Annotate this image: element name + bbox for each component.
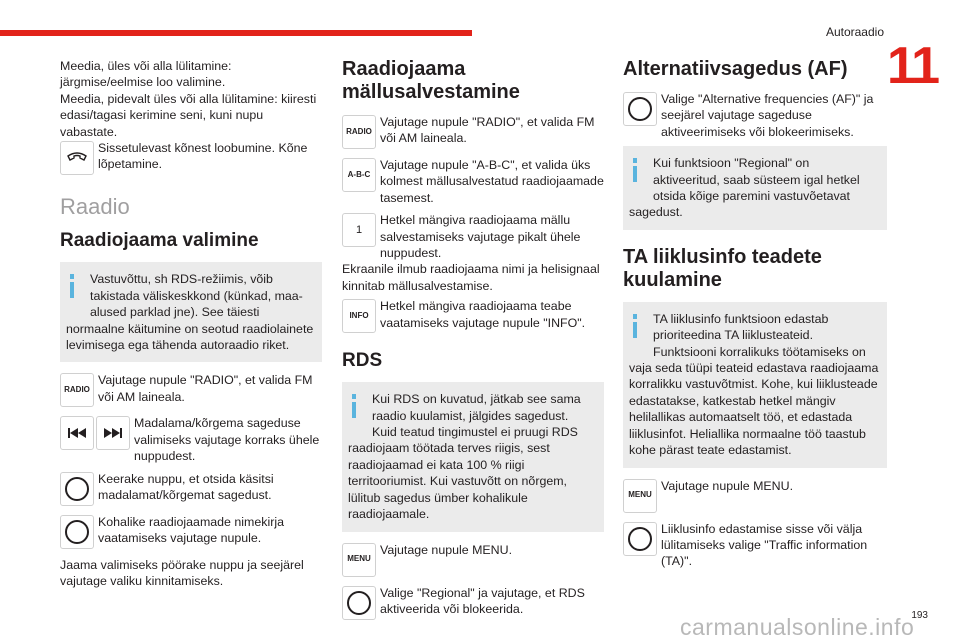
seek-forward-icon bbox=[96, 416, 130, 450]
info-icon bbox=[348, 394, 360, 428]
info-box-ta bbox=[623, 302, 887, 468]
page-number: 193 bbox=[911, 610, 928, 621]
info-text-ta: TA liiklusinfo funktsioon edastab prioriteedina TA liiklusteateid. Funktsiooni korralikuks töötamiseks on vaja seda tüüpi teateid edastava raadiojaama korralikku vastuvõtmist. Kohe, kui liiklusteade edastatakse, katkestab hetkel mängiv helilallikas automaatselt töö, et edastada liiklusinfot. Heliallika normaalne töö taastub kohe pärast teate edastamist. bbox=[629, 311, 879, 458]
step-knob-press-text: Kohalike raadiojaamade nimekirja vaatamiseks vajutage nupule. bbox=[98, 514, 284, 546]
heading-ta: TA liiklusinfo teadete kuulamine bbox=[623, 245, 822, 291]
hangup-text: Sissetulevast kõnest loobumine. Kõne lõpetamine. bbox=[98, 141, 308, 172]
menu-button-icon: MENU bbox=[342, 543, 376, 577]
step-info-text: Hetkel mängiva raadiojaama teabe vaatamiseks vajutage nupule "INFO". bbox=[380, 299, 586, 330]
chapter-number: 11 bbox=[887, 37, 938, 95]
phone-hangup-icon bbox=[60, 141, 94, 175]
step-knob-press bbox=[60, 514, 322, 551]
radio-button-icon: RADIO bbox=[342, 115, 376, 149]
step-seek bbox=[60, 415, 322, 464]
step-knob-turn bbox=[60, 471, 322, 508]
step-abc-text: Vajutage nupule "A-B-C", et valida üks kolmest mällusalvestatud raadiojaamade tasemest. bbox=[380, 158, 604, 205]
step-preset bbox=[342, 212, 604, 261]
step-radio-text: Vajutage nupule "RADIO", et valida FM või AM laineala. bbox=[98, 373, 313, 404]
column-1 bbox=[60, 58, 322, 590]
seek-back-icon bbox=[60, 416, 94, 450]
step-af-text: Valige "Alternative frequencies (AF)" ja seejärel vajutage sageduse aktiveerimiseks või blokeerimiseks. bbox=[661, 92, 874, 139]
step-seek-text: Madalama/kõrgema sageduse valimiseks vajutage korraks ühele nuppudest. bbox=[134, 416, 320, 464]
knob-icon bbox=[60, 472, 94, 506]
preset-1-button-icon: 1 bbox=[342, 213, 376, 247]
info-box bbox=[623, 146, 887, 230]
column-3 bbox=[623, 58, 887, 576]
knob-icon bbox=[623, 522, 657, 556]
heading-radio: Raadio bbox=[60, 194, 130, 220]
menu-button-icon: MENU bbox=[623, 479, 657, 513]
info-text: Vastuvõttu, sh RDS-režiimis, võib takistada väliskeskkond (künkad, maa-alused parklad jne). See täiesti normaalne käitumine on seotud raadiolainete levimisega ega tähenda autoraadio riket. bbox=[66, 272, 314, 353]
step-menu bbox=[623, 478, 887, 515]
knob-icon bbox=[342, 586, 376, 620]
heading-rds: RDS bbox=[342, 350, 383, 372]
knob-icon bbox=[623, 92, 657, 126]
step-knob-turn-text: Keerake nuppu, et otsida käsitsi madalamat/kõrgemat sagedust. bbox=[98, 471, 274, 503]
step-hangup bbox=[60, 140, 322, 177]
info-icon bbox=[629, 314, 641, 348]
watermark: carmanualsonline.info bbox=[680, 614, 915, 640]
step-preset-text: Hetkel mängiva raadiojaama mällu salvestamiseks vajutage pikalt ühele nuppudest. bbox=[380, 213, 581, 261]
info-text: Kui funktsioon "Regional" on aktiveeritud, saab süsteem igal hetkel otsida kõige paremini vastuvõetavat sagedust. bbox=[629, 156, 860, 220]
step-abc bbox=[342, 157, 604, 206]
heading-af: Alternatiivsagedus (AF) bbox=[623, 58, 848, 80]
step-radio-text: Vajutage nupule "RADIO", et valida FM või AM laineala. bbox=[380, 115, 595, 146]
step-ta bbox=[623, 521, 887, 570]
abc-button-icon: A-B-C bbox=[342, 158, 376, 192]
info-icon bbox=[66, 274, 78, 308]
step-info bbox=[342, 298, 604, 335]
step-radio bbox=[60, 372, 322, 409]
info-text: Kui RDS on kuvatud, jätkab see sama raadio kuulamist, jälgides sagedust. Kuid teatud tingimustel ei pruugi RDS raadiojaam töötada terves riigis, sest raadiojaamad ei kata 100 % riigi territooriumist. Kui vastuvõtt on nõrgem, lülitub sagedus ümber kohalikule raadiojaamale. bbox=[348, 392, 581, 522]
step-radio bbox=[342, 114, 604, 151]
intro-text-2: Meedia, pidevalt üles või alla lülitamine: kiiresti edasi/tagasi kerimine seni, kuni nupu vabastate. bbox=[60, 91, 317, 139]
step-regional bbox=[342, 585, 604, 622]
step-af bbox=[623, 91, 887, 140]
step-regional-text: Valige "Regional" ja vajutage, et RDS aktiveerida või blokeerida. bbox=[380, 585, 585, 616]
radio-button-icon: RADIO bbox=[60, 373, 94, 407]
header-red-bar bbox=[0, 30, 472, 36]
column-2 bbox=[342, 58, 604, 628]
section-title: Autoraadio bbox=[825, 25, 884, 39]
heading-station-save: Raadiojaama mällusalvestamine bbox=[342, 58, 520, 103]
info-box bbox=[342, 382, 604, 531]
preset-note: Ekraanile ilmub raadiojaama nimi ja helisignaal kinnitab mällusalvestamise. bbox=[342, 262, 600, 293]
intro-text-1: Meedia, üles või alla lülitamine: järgmise/eelmise loo valimine. bbox=[60, 59, 232, 90]
info-icon bbox=[629, 158, 641, 192]
heading-station-select: Raadiojaama valimine bbox=[60, 230, 259, 252]
knob-icon bbox=[60, 515, 94, 549]
outro-text: Jaama valimiseks pöörake nuppu ja seejärel vajutage valiku kinnitamiseks. bbox=[60, 557, 304, 589]
step-ta-text: Liiklusinfo edastamise sisse või välja lülitamiseks valige "Traffic information (TA)". bbox=[661, 521, 868, 569]
info-box bbox=[60, 262, 322, 362]
step-menu bbox=[342, 542, 604, 579]
step-menu-text: Vajutage nupule MENU. bbox=[661, 478, 794, 493]
info-button-icon: INFO bbox=[342, 299, 376, 333]
step-menu-text: Vajutage nupule MENU. bbox=[380, 542, 513, 557]
